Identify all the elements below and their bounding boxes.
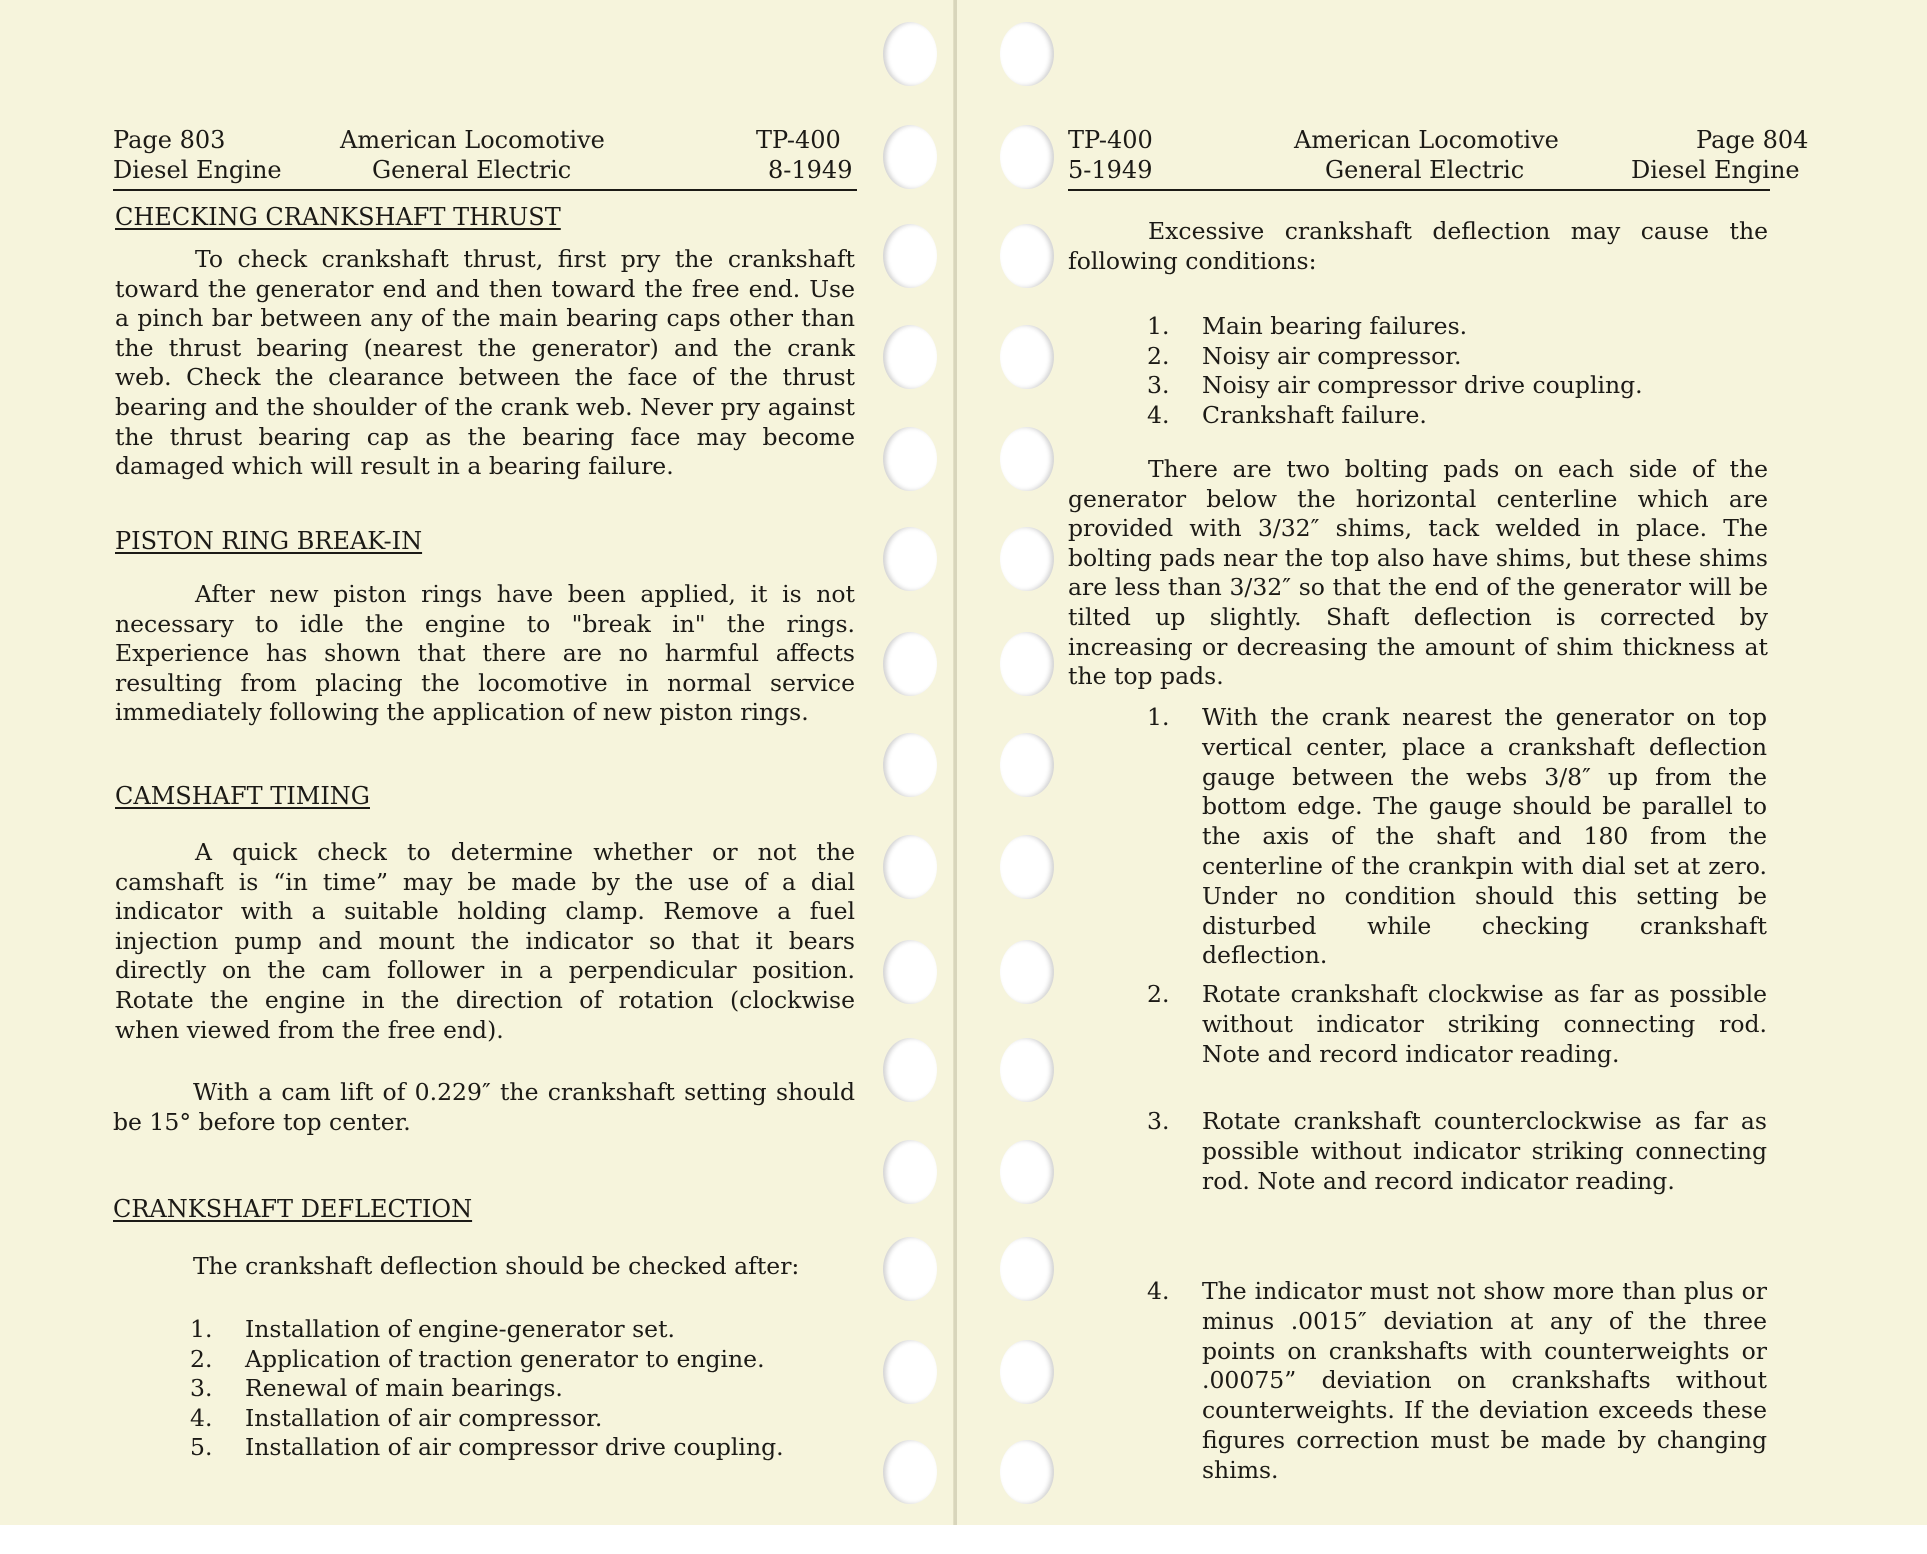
binder-hole — [1000, 22, 1054, 86]
page-number: Page 803 — [113, 126, 226, 154]
binder-hole — [883, 1140, 937, 1204]
binder-hole — [1000, 1340, 1054, 1404]
binder-hole — [1000, 835, 1054, 899]
binder-hole — [1000, 527, 1054, 591]
binder-hole — [883, 733, 937, 797]
binder-hole — [883, 527, 937, 591]
header-rule — [113, 189, 857, 191]
list-item: 5. Installation of air compressor drive coupling. — [190, 1433, 784, 1462]
doc-date: 8-1949 — [768, 156, 853, 184]
list-item: 2. Application of traction generator to engine. — [190, 1344, 765, 1373]
header-rule — [1068, 189, 1770, 191]
engine-label: Diesel Engine — [1631, 156, 1800, 184]
engine-label: Diesel Engine — [113, 156, 282, 184]
deflection-check-list — [190, 1315, 870, 1463]
company-name-2: General Electric — [372, 156, 572, 184]
binder-hole — [883, 427, 937, 491]
binder-hole — [883, 632, 937, 696]
doc-number: TP-400 — [756, 126, 841, 154]
company-name: American Locomotive — [340, 126, 605, 154]
binder-holes-left — [880, 0, 940, 1525]
binder-hole — [883, 224, 937, 288]
left-page — [0, 0, 955, 1525]
binder-hole — [883, 22, 937, 86]
list-item: 1. Main bearing failures. — [1147, 312, 1468, 340]
binder-hole — [883, 940, 937, 1004]
binder-hole — [883, 125, 937, 189]
binder-hole — [1000, 1140, 1054, 1204]
page-number: Page 804 — [1696, 126, 1809, 154]
binder-hole — [883, 1340, 937, 1404]
list-item: 1. Installation of engine-generator set. — [190, 1315, 675, 1343]
section-title: PISTON RING BREAK-IN — [115, 527, 423, 555]
intro-text: Excessive crankshaft deflection may cause the following conditions: — [1068, 217, 1768, 275]
section-body: To check crankshaft thrust, first pry the crankshaft toward the generator end and then toward the free end. Use a pinch bar between any of the main bearing caps other than the thrust bearing (nearest the generator) and the crank web. Check the clearance between the face of the thrust bearing and the shoulder of the crank web. Never pry against the thrust bearing cap as the bearing face may become damaged which will result in a bearing failure. — [115, 245, 855, 481]
binder-hole — [883, 1440, 937, 1504]
company-name-2: General Electric — [1325, 156, 1525, 184]
binder-holes-right — [997, 0, 1057, 1525]
binder-hole — [1000, 940, 1054, 1004]
binder-hole — [1000, 1440, 1054, 1504]
binder-hole — [1000, 325, 1054, 389]
list-item: 4. Crankshaft failure. — [1147, 400, 1427, 429]
doc-number: TP-400 — [1068, 126, 1153, 154]
binder-hole — [1000, 1038, 1054, 1102]
section-title: CRANKSHAFT DEFLECTION — [113, 1195, 473, 1223]
conditions-list — [1147, 312, 1767, 430]
binder-hole — [883, 1038, 937, 1102]
binder-hole — [1000, 632, 1054, 696]
section-body: A quick check to determine whether or not the camshaft is “in time” may be made by the use of a dial indicator with a suitable holding clamp. Remove a fuel injection pump and mount the indicator so that it bears directly on the cam follower in a perpendicular position. Rotate the engine in the direction of rotation (clockwise when viewed from the free end). — [115, 838, 855, 1044]
company-name: American Locomotive — [1294, 126, 1559, 154]
right-page: TP-400 American Locomotive Page 804 5-1949 General Electric Diesel Engine Excessive crankshaft deflection may cause the following conditions: 1. Main bearing failures. 2. Noisy air compressor. 3. Noisy air compressor drive coupling. 4. Crankshaft failure. There are two bolting pads on each side of the generator below the horizontal centerline which are provided with 3/32″ shims, tack welded in place. The bolting pads near the top also have shims, but these shims are less than 3/32″ so that the end of the generator will be tilted up slightly. Shaft deflection is corrected by increasing or decreasing the amount of shim thickness at the top pads. 1. With the crank nearest the generator on top vertical center, place a crankshaft deflection gauge between the webs 3/8″ up from the bottom edge. The gauge should be parallel to the axis of the shaft and 180 from the centerline of the crankpin with dial set at zero. Under no condition should this setting be disturbed while checking crankshaft deflection. 2. Rotate crankshaft clockwise as far as possible without indicator striking connecting rod. Note and record indicator reading. 3. Rotate crankshaft counterclockwise as far as possible without indicator striking connecting rod. Note and record indicator reading. 4. The indicator must not show more than plus or minus .0015″ deviation at any of the three points on crankshafts with counterweights or .00075” deviation on crankshafts without counterweights. If the deviation exceeds these figures correction must be made by changing shims. — [957, 0, 1927, 1525]
list-item: 3. Renewal of main bearings. — [190, 1374, 563, 1403]
list-item: 2. Noisy air compressor. — [1147, 341, 1462, 370]
section-body: With a cam lift of 0.229″ the crankshaft setting should be 15° before top center. — [113, 1078, 855, 1136]
binder-hole — [1000, 125, 1054, 189]
section-body: The crankshaft deflection should be checked after: — [193, 1252, 800, 1280]
list-item: 3. Noisy air compressor drive coupling. — [1147, 371, 1643, 400]
bolting-pads-text: There are two bolting pads on each side of the generator below the horizontal centerline which are provided with 3/32″ shims, tack welded in place. The bolting pads near the top also have shims, but these shims are less than 3/32″ so that the end of the generator will be tilted up slightly. Shaft deflection is corrected by increasing or decreasing the amount of shim thickness at the top pads. — [1068, 455, 1768, 691]
binder-hole — [1000, 1237, 1054, 1301]
list-item: 4. Installation of air compressor. — [190, 1403, 603, 1432]
binder-hole — [883, 1237, 937, 1301]
section-title: CAMSHAFT TIMING — [115, 782, 370, 810]
binder-hole — [1000, 427, 1054, 491]
binder-hole — [883, 325, 937, 389]
section-title: CHECKING CRANKSHAFT THRUST — [115, 203, 561, 231]
binder-hole — [1000, 733, 1054, 797]
doc-date: 5-1949 — [1068, 156, 1153, 184]
binder-hole — [883, 835, 937, 899]
section-body: After new piston rings have been applied, it is not necessary to idle the engine to "break in" the rings. Experience has shown that there are no harmful affects resulting from placing the locomotive in normal service immediately following the application of new piston rings. — [115, 580, 855, 727]
binder-hole — [1000, 224, 1054, 288]
